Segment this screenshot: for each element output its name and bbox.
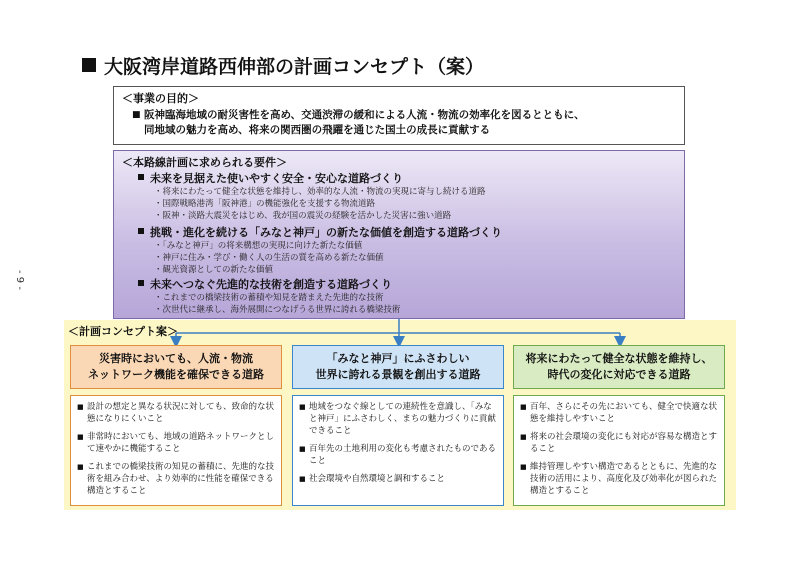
requirement-sub: ・これまでの橋梁技術の蓄積や知見を踏まえた先進的な技術	[154, 293, 384, 303]
bullet-square-icon: ■	[299, 445, 306, 453]
bullet-square-icon: ■	[520, 403, 527, 411]
concept-point	[520, 461, 718, 497]
bullet-square-icon: ■	[77, 403, 84, 411]
concept-heading-line: ネットワーク機能を確保できる道路	[88, 368, 264, 381]
concept-heading-line: 「みなと神戸」にふさわしい	[326, 352, 470, 365]
purpose-line-2: 同地域の魅力を高め、将来の関西圏の飛躍を通じた国土の成長に貢献する	[144, 124, 491, 136]
concept-body-disaster	[70, 395, 282, 506]
requirement-item	[138, 170, 678, 222]
requirement-item	[138, 224, 678, 276]
bullet-square-icon: ■	[299, 475, 306, 483]
bullet-square-icon: ■	[520, 433, 527, 441]
concept-heading-line: 災害時においても、人流・物流	[99, 352, 253, 365]
bullet-square-icon: ■	[132, 110, 141, 120]
bullet-square-icon: ■	[299, 403, 306, 411]
concept-label: ＜計画コンセプト案＞	[68, 325, 178, 338]
concept-point-text: 設計の想定と異なる状況に対しても、致命的な状態になりにくいこと	[87, 402, 275, 424]
concept-point-text: 非常時においても、地域の道路ネットワークとして速やかに機能すること	[87, 432, 275, 454]
bullet-square-icon: ■	[77, 433, 84, 441]
title-square-icon	[82, 58, 96, 72]
concept-point-text: 社会環境や自然環境と調和すること	[309, 474, 446, 484]
concept-heading-line: 世界に誇れる景観を創出する道路	[315, 368, 481, 381]
bullet-square-icon	[138, 228, 144, 234]
concept-point	[299, 401, 497, 437]
page-title	[82, 52, 484, 79]
requirement-sub: ・阪神・淡路大震災をはじめ、我が国の震災の経験を活かした災害に強い道路	[154, 211, 452, 221]
concept-point-text: これまでの橋梁技術の知見の蓄積に、先進的な技術を組み合わせ、より効率的に性能を確保できる構造とすること	[87, 462, 275, 496]
concept-heading-disaster	[70, 345, 282, 389]
requirement-heading-text: 挑戦・進化を続ける「みなと神戸」の新たな価値を創造する道路づくり	[150, 226, 502, 239]
requirement-sub: ・国際戦略港湾「阪神港」の機能強化を支援する物流道路	[154, 199, 376, 209]
bullet-square-icon	[138, 280, 144, 286]
concept-point-text: 百年先の土地利用の変化も考慮されたものであること	[309, 444, 497, 466]
requirement-heading	[138, 224, 678, 240]
page-number: - 9 -	[14, 270, 25, 290]
bullet-square-icon: ■	[77, 463, 84, 471]
bullet-square-icon	[138, 174, 144, 180]
concept-point	[520, 431, 718, 455]
concept-heading-line: 将来にわたって健全な状態を維持し、	[525, 352, 713, 365]
purpose-box	[113, 86, 685, 145]
requirement-heading	[138, 170, 678, 186]
concept-heading-line: 時代の変化に対応できる道路	[547, 368, 691, 381]
purpose-label: ＜事業の目的＞	[122, 92, 199, 105]
concept-point	[299, 473, 497, 485]
concept-point-text: 将来の社会環境の変化にも対応が容易な構造とすること	[530, 432, 718, 454]
requirement-heading	[138, 276, 678, 292]
concept-point	[520, 401, 718, 425]
page-title-text: 大阪湾岸道路西伸部の計画コンセプト（案）	[104, 56, 485, 78]
requirement-sub: ・「みなと神戸」の将来構想の実現に向けた新たな価値	[154, 241, 363, 251]
requirement-item	[138, 276, 678, 316]
concept-point	[77, 461, 275, 497]
concept-body-landscape	[292, 395, 504, 506]
requirement-sub: ・神戸に住み・学び・働く人の生活の質を高める新たな価値	[154, 253, 384, 263]
requirement-sub: ・次世代に継承し、海外展開につなげうる世界に誇れる橋梁技術	[154, 305, 401, 315]
concept-point	[77, 401, 275, 425]
requirement-heading-text: 未来へつなぐ先進的な技術を創造する道路づくり	[150, 278, 392, 291]
requirements-box	[113, 150, 685, 319]
requirement-heading-text: 未来を見据えた使いやすく安全・安心な道路づくり	[150, 172, 403, 185]
concept-point-text: 地域をつなぐ線としての連続性を意識し、「みなと神戸」にふさわしく、まちの魅力づくりに貢献できること	[309, 402, 496, 436]
bullet-square-icon: ■	[520, 463, 527, 471]
purpose-text	[132, 108, 679, 138]
concept-point	[299, 443, 497, 467]
concept-point-text: 百年、さらにその先においても、健全で快適な状態を維持しやすいこと	[530, 402, 718, 424]
concept-point	[77, 431, 275, 455]
concept-body-durability	[513, 395, 725, 506]
requirement-sub: ・観光資源としての新たな価値	[154, 265, 274, 275]
concept-heading-durability	[513, 345, 725, 389]
concept-heading-landscape	[292, 345, 504, 389]
purpose-line-1: 阪神臨海地域の耐災害性を高め、交通渋滞の緩和による人流・物流の効率化を図るとともに、	[144, 109, 585, 121]
requirements-label: ＜本路線計画に求められる要件＞	[122, 156, 287, 169]
concept-point-text: 維持管理しやすい構造であるとともに、先進的な技術の活用により、高度化及び効率化が図られた構造とすること	[530, 462, 718, 496]
requirement-sub: ・将来にわたって健全な状態を維持し、効率的な人流・物流の実現に寄与し続ける道路	[154, 187, 486, 197]
